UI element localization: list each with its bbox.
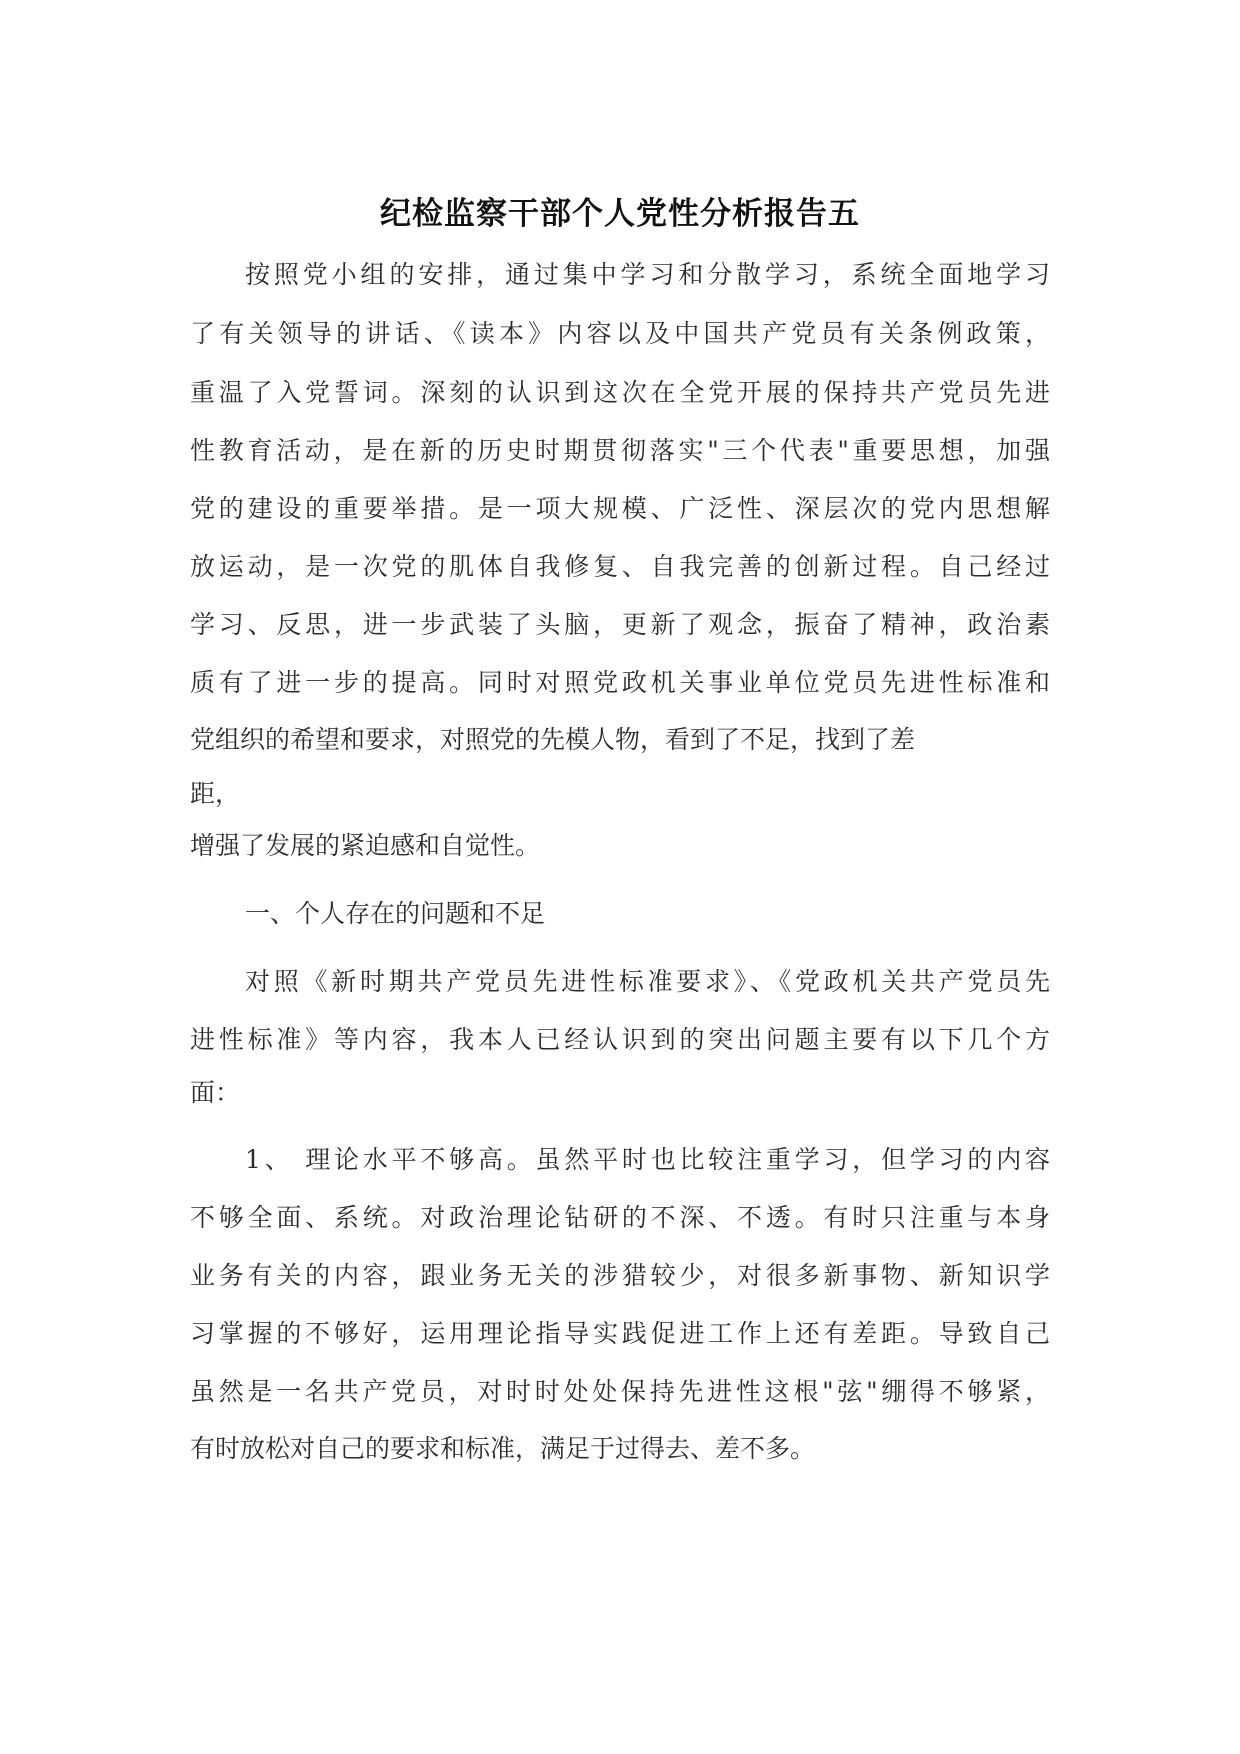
paragraph-line: 放运动，是一次党的肌体自我修复、自我完善的创新过程。自己经过: [190, 552, 1050, 581]
document-title: 纪检监察干部个人党性分析报告五: [380, 196, 860, 232]
paragraph-line: 进性标准》等内容，我本人已经认识到的突出问题主要有以下几个方: [190, 1025, 1050, 1054]
paragraph-line: 党的建设的重要举措。是一项大规模、广泛性、深层次的党内思想解: [190, 494, 1050, 523]
paragraph-line: 按照党小组的安排，通过集中学习和分散学习，系统全面地学习: [245, 260, 1050, 289]
paragraph-line: 学习、反思，进一步武装了头脑，更新了观念，振奋了精神，政治素: [190, 610, 1050, 639]
paragraph-line: 增强了发展的紧迫感和自觉性。: [190, 831, 541, 860]
paragraph-line: 距，: [190, 779, 241, 808]
paragraph-line: 了有关领导的讲话、《读本》内容以及中国共产党员有关条例政策，: [190, 319, 1050, 348]
section-heading: 一、个人存在的问题和不足: [245, 899, 546, 928]
paragraph-line: 重温了入党誓词。深刻的认识到这次在全党开展的保持共产党员先进: [190, 378, 1050, 407]
paragraph-line: 性教育活动，是在新的历史时期贯彻落实"三个代表"重要思想，加强: [190, 436, 1050, 465]
paragraph-line: 有时放松对自己的要求和标准，满足于过得去、差不多。: [190, 1434, 816, 1463]
paragraph-line: 虽然是一名共产党员，对时时处处保持先进性这根"弦"绷得不够紧，: [190, 1377, 1050, 1406]
paragraph-line: 对照《新时期共产党员先进性标准要求》、《党政机关共产党员先: [245, 967, 1050, 996]
paragraph-line: 质有了进一步的提高。同时对照党政机关事业单位党员先进性标准和: [190, 668, 1050, 697]
paragraph-line: 业务有关的内容，跟业务无关的涉猎较少，对很多新事物、新知识学: [190, 1261, 1050, 1290]
paragraph-line: 面：: [190, 1078, 241, 1107]
paragraph-line: 1、 理论水平不够高。虽然平时也比较注重学习，但学习的内容: [245, 1145, 1050, 1174]
paragraph-line: 党组织的希望和要求，对照党的先模人物，看到了不足，找到了差: [190, 725, 916, 754]
paragraph-line: 习掌握的不够好，运用理论指导实践促进工作上还有差距。导致自己: [190, 1319, 1050, 1348]
paragraph-line: 不够全面、系统。对政治理论钻研的不深、不透。有时只注重与本身: [190, 1203, 1050, 1232]
